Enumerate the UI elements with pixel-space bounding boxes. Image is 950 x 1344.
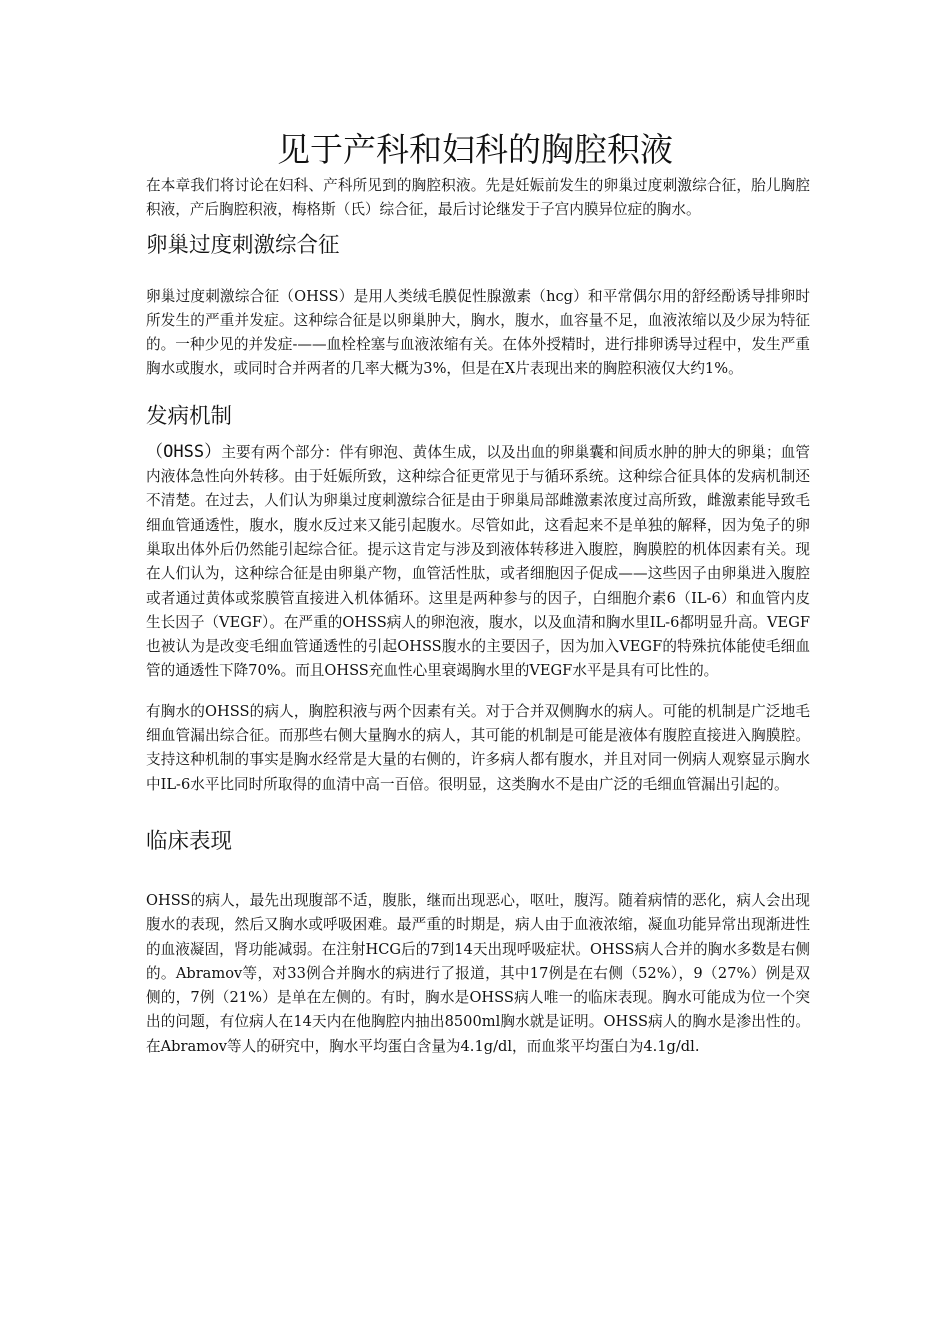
document-body — [146, 174, 810, 1059]
pathogenesis-paragraph-2: 有胸水的OHSS的病人，胸腔积液与两个因素有关。对于合并双侧胸水的病人。可能的机制是广泛地毛细血管漏出综合征。而那些右侧大量胸水的病人，其可能的机制是可能是液体有腹腔直接进入胸膜腔。支持这种机制的事实是胸水经常是大量的右侧的，许多病人都有腹水，并且对同一例病人观察显示胸水中IL-6水平比同时所取得的血清中高一百倍。很明显，这类胸水不是由广泛的毛细血管漏出引起的。 — [146, 702, 810, 793]
pathogenesis-paragraph-1 — [146, 440, 810, 684]
ohss-definition-paragraph: 卵巢过度刺激综合征（OHSS）是用人类绒毛膜促性腺激素（hcg）和平常偶尔用的舒经酚诱导排卵时所发生的严重并发症。这种综合征是以卵巢肿大，胸水，腹水，血容量不足，血液浓缩以及少尿为特征的。一种少见的并发症-——血栓栓塞与血液浓缩有关。在体外授精时，进行排卵诱导过程中，发生严重胸水或腹水，或同时合并两者的几率大概为3%，但是在X片表现出来的胸腔积液仅大约1%。 — [146, 287, 810, 378]
clinical-paragraph: OHSS的病人，最先出现腹部不适，腹胀，继而出现恶心，呕吐，腹泻。随着病情的恶化，病人会出现腹水的表现，然后又胸水或呼吸困难。最严重的时期是，病人由于血液浓缩，凝血功能异常出现渐进性的血液凝固，肾功能减弱。在注射HCG后的7到14天出现呼吸症状。OHSS病人合并的胸水多数是右侧的。Abramov等，对33例合并胸水的病进行了报道，其中17例是在右侧（52%），9（27%）例是双侧的，7例（21%）是单在左侧的。有时，胸水是OHSS病人唯一的临床表现。胸水可能成为位一个突出的问题，有位病人在14天内在他胸腔内抽出8500ml胸水就是证明。OHSS病人的胸水是渗出性的。在Abramov等人的研究中，胸水平均蛋白含量为4.1g/dl，而血浆平均蛋白为4.1g/dl. — [146, 891, 810, 1055]
intro-paragraph: 在本章我们将讨论在妇科、产科所见到的胸腔积液。先是妊娠前发生的卵巢过度刺激综合征，胎儿胸腔积液，产后胸腔积液，梅格斯（氏）综合征，最后讨论继发于子宫内膜异位症的胸水。 — [146, 177, 810, 219]
document-title: 见于产科和妇科的胸腔积液 — [277, 130, 673, 169]
section-heading-ohss: 卵巢过度刺激综合征 — [146, 232, 340, 258]
section-heading-pathogenesis: 发病机制 — [146, 403, 233, 429]
section-heading-clinical: 临床表现 — [146, 828, 233, 854]
ohss-lead-label: （OHSS） — [146, 441, 222, 462]
pathogenesis-paragraph-1-text: 主要有两个部分：伴有卵泡、黄体生成，以及出血的卵巢囊和间质水肿的肿大的卵巢；血管内液体急性向外转移。由于妊娠所致，这种综合征更常见于与循环系统。这种综合征具体的发病机制还不清楚。在过去，人们认为卵巢过度刺激综合征是由于卵巢局部雌激素浓度过高所致，雌激素能导致毛细血管通透性，腹水，腹水反过来又能引起腹水。尽管如此，这看起来不是单独的解释，因为兔子的卵巢取出体外后仍然能引起综合征。提示这肯定与涉及到液体转移进入腹腔，胸膜腔的机体因素有关。现在人们认为，这种综合征是由卵巢产物，血管活性肽，或者细胞因子促成——这些因子由卵巢进入腹腔或者通过黄体或浆膜管直接进入机体循环。这里是两种参与的因子，白细胞介素6（IL-6）和血管内皮生长因子（VEGF）。在严重的OHSS病人的卵泡液，腹水，以及血清和胸水里IL-6都明显升高。VEGF也被认为是改变毛细血管通透性的引起OHSS腹水的主要因子，因为加入VEGF的特殊抗体能使毛细血管的通透性下降70%。而且OHSS充血性心里衰竭胸水里的VEGF水平是具有可比性的。 — [146, 443, 810, 680]
